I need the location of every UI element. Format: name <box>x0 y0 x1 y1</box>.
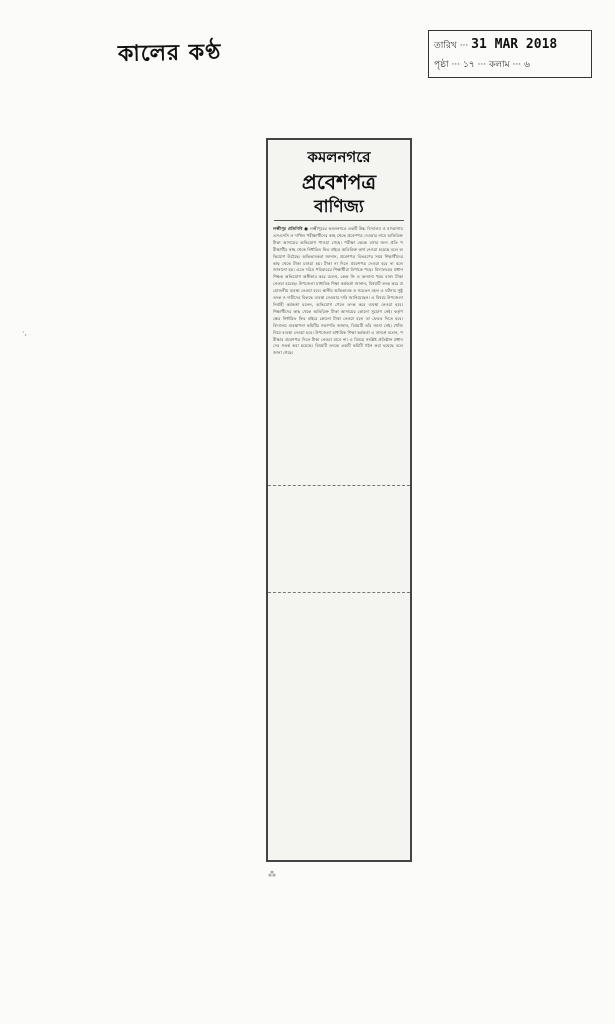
clipping-fold-line <box>268 592 410 593</box>
headline-line-1: কমলনগরে <box>307 148 371 166</box>
stamp-page-label: পৃষ্ঠা <box>434 60 449 70</box>
newspaper-clipping <box>266 138 412 862</box>
article-byline: লক্ষ্মীপুর প্রতিনিধি ● <box>273 226 309 231</box>
stamp-column-label: কলাম <box>488 60 510 70</box>
headline-rule <box>274 220 404 221</box>
headline-line-2: প্রবেশপত্র <box>301 170 377 194</box>
article-body <box>273 226 403 846</box>
stamp-date-label: তারিখ <box>434 41 457 51</box>
stamp-column-value: ৬ <box>523 60 530 70</box>
article-body-text: লক্ষ্মীপুরের কমলনগরে একটি উচ্চ বিদ্যালয় ও মাদরাসায় এসএসসি ও দাখিল পরীক্ষার্থীদের কাছ থেকে প্রবেশপত্র দেওয়ার নামে অতিরিক্ত টাকা আদায়ের অভিযোগ পাওয়া গেছে। পরীক্ষা কেন্দ্রে বসার জন্য প্রতি পরীক্ষার্থীর কাছ থেকে নির্ধারিত ফির বাইরে অতিরিক্ত অর্থ নেওয়া হয়েছে বলে অভিযোগ উঠেছে। অভিভাবকরা জানান, প্রবেশপত্র বিতরণের সময় শিক্ষার্থীদের কাছ থেকে টাকা চাওয়া হয়। টাকা না দিলে প্রবেশপত্র দেওয়া হবে না বলে জানানো হয়। এতে দরিদ্র পরিবারের শিক্ষার্থীরা বিপাকে পড়ে। বিদ্যালয়ের প্রধান শিক্ষক অভিযোগ অস্বীকার করে বলেন, কেন্দ্র ফি ও অন্যান্য খরচ বাবদ টাকা নেওয়া হয়েছে। উপজেলা মাধ্যমিক শিক্ষা কর্মকর্তা জানান, বিষয়টি তদন্ত করে প্রয়োজনীয় ব্যবস্থা নেওয়া হবে। স্থানীয় অভিভাবক ও সচেতন মহল এ ঘটনার সুষ্ঠু তদন্ত ও দায়ীদের বিরুদ্ধে ব্যবস্থা নেওয়ার দাবি জানিয়েছেন। এ বিষয়ে উপজেলা নির্বাহী কর্মকর্তা বলেন, অভিযোগ পেলে তদন্ত করে ব্যবস্থা নেওয়া হবে। শিক্ষার্থীদের কাছ থেকে অতিরিক্ত টাকা আদায়ের কোনো সুযোগ নেই। কর্তৃপক্ষের নির্ধারিত ফির বাইরে কোনো টাকা নেওয়া হলে তা ফেরত দিতে হবে। বিদ্যালয় ব্যবস্থাপনা কমিটির সভাপতি জানান, বিষয়টি তাঁর জানা নেই। খোঁজ নিয়ে ব্যবস্থা নেওয়া হবে। উপজেলা মাধ্যমিক শিক্ষা কর্মকর্তা এ প্রসঙ্গে বলেন, পরীক্ষার প্রবেশপত্র দিতে টাকা নেওয়া যাবে না। এ বিষয়ে সংশ্লিষ্ট প্রতিষ্ঠান প্রধানদের সতর্ক করা হয়েছে। বিষয়টি তদন্তে একটি কমিটি গঠন করা হয়েছে বলে জানা গেছে। <box>273 226 403 356</box>
stamp-date-row: তারিখ ··· 31 MAR 2018 <box>434 37 558 52</box>
newspaper-masthead: কালের কণ্ঠ <box>117 39 222 67</box>
scan-speck: ⁂ <box>268 870 276 879</box>
stamp-page-row: পৃষ্ঠা ··· ১৭ ··· কলাম ··· ৬ <box>434 60 530 70</box>
scan-speck: ·, <box>22 328 28 337</box>
stamp-page-value: ১৭ <box>462 60 475 70</box>
clipping-fold-line <box>268 485 410 486</box>
stamp-date-value: 31 MAR 2018 <box>471 37 558 52</box>
headline-line-3: বাণিজ্য <box>314 197 364 217</box>
clipping-stamp <box>428 30 592 78</box>
